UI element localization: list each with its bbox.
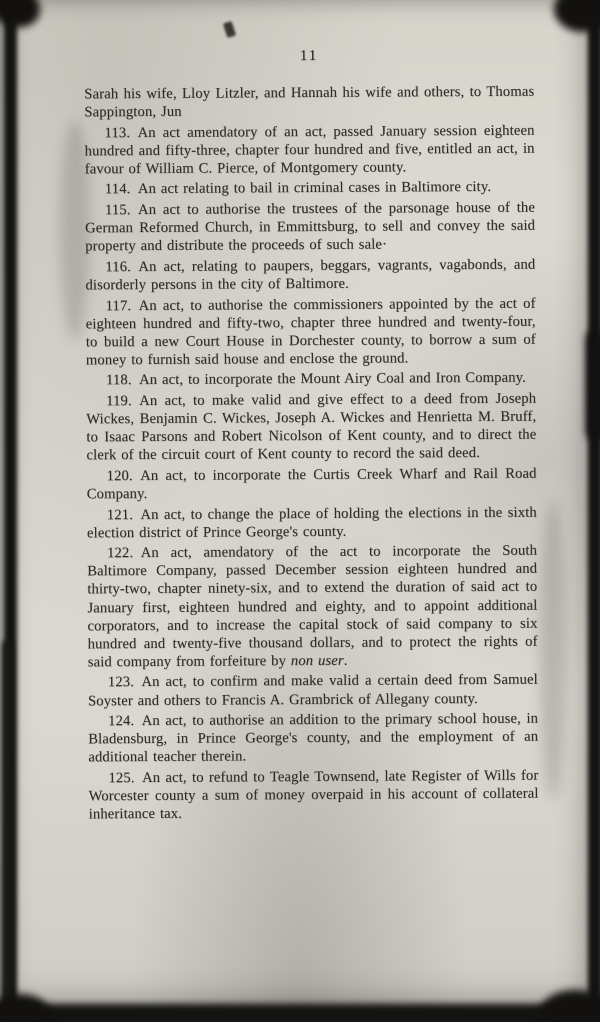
act-entry [86,294,536,369]
act-number: 122. [107,545,141,562]
act-number: 120. [106,467,141,485]
act-italic: non user [290,652,344,669]
act-number: 119. [106,393,140,410]
scan-edge-left-lower [2,640,12,1022]
act-number: 123. [107,674,142,691]
act-entry [87,503,537,542]
act-number: 121. [106,506,141,523]
scan-edge-right [588,0,600,1022]
act-text: An act, to make valid and give effect to a deed from Joseph Wickes, Benjamin C. Wickes, Joseph A. Wickes and Henrietta M. Bruff, to Isaac Parsons and Robert Nicolson of Kent county, and to direct the clerk of the circuit court of Kent county to record the said deed. [86,390,537,464]
act-after: . [343,652,348,669]
act-entry [86,390,536,465]
page-number: 11 [299,47,319,65]
act-text: An act, relating to paupers, beggars, vagrants, vagabonds, and disorderly persons in the city of Baltimore. [85,256,536,294]
act-entry [86,369,536,390]
scan-edge-bottom [0,1004,600,1022]
act-number: 114. [104,181,138,198]
scan-corner-bottom-right [540,990,600,1022]
act-text: An act amendatory of an act, passed January session eighteen hundred and fifty-three, chapter four hundred and five, entitled an act, in favour of William C. Pierce, of Montgomery county. [84,122,535,178]
act-number: 124. [108,713,142,730]
act-text: An act to authorise the trustees of the parsonage house of the German Reformed Church, in Emmittsburg, to sell and convey the said property and distribute the proceeds of such sale· [85,199,536,255]
act-text: An act, to authorise an addition to the primary school house, in Bladensburg, in Prince George's county, and the employment of an additional teacher therein. [88,710,539,766]
act-text: An act relating to bail in criminal cases in Baltimore city. [137,179,492,198]
act-text: An act, to confirm and make valid a certain deed from Samuel Soyster and others to Francis A. Grambrick of Allegany county. [87,672,538,709]
act-entry [85,199,535,256]
scan-corner-top-right [554,0,600,32]
act-entry [88,766,538,823]
scan-corner-bottom-left [0,994,50,1022]
act-entry [85,255,535,294]
act-entries [84,121,538,823]
scan-mark-top [223,21,236,38]
act-text: An act, amendatory of the act to incorporate the South Baltimore Company, passed December session eighteen hundred and thirty-two, chapter ninety-six, and to extend the duration of said act to January first, eighteen hundred and eighty, and to appoint additional corporators, and to increase the capital stock of said company to six hundred and twenty-five thousand dollars, and to protect the rights of said company from forfeiture by [87,542,538,671]
act-text: An act, to incorporate the Mount Airy Coal and Iron Company. [139,370,526,389]
act-text: An act, to authorise the commissioners appointed by the act of eighteen hundred and fifty-two, chapter three hundred and twenty-four, to build a new Court House in Dorchester county, to borrow a sum of money to furnish said house and enclose the ground. [85,295,536,369]
act-number: 125. [108,769,143,787]
act-number: 115. [104,202,139,219]
act-entry [88,710,538,767]
act-number: 118. [105,372,140,389]
act-text: An act, to refund to Teagle Townsend, late Register of Wills for Worcester county a sum of money overpaid in his account of collateral inheritance tax. [88,767,539,823]
act-text: An act, to incorporate the Curtis Creek Wharf and Rail Road Company. [86,465,537,503]
act-entry [87,542,538,671]
act-number: 113. [104,124,138,141]
act-number: 117. [105,297,139,314]
act-entry [88,671,538,710]
scan-blot-right [586,330,600,440]
scan-smudge-right [540,500,566,800]
act-text: An act, to change the place of holding the elections in the sixth election district of Prince George's county. [86,504,537,542]
act-entry [84,121,534,178]
act-entry [85,178,535,199]
act-number: 116. [105,258,139,276]
continuation-paragraph: Sarah his wife, Lloy Litzler, and Hannah his wife and others, to Thomas Sappington, Jun [84,83,535,121]
page-content [84,47,539,826]
act-entry [87,464,537,503]
